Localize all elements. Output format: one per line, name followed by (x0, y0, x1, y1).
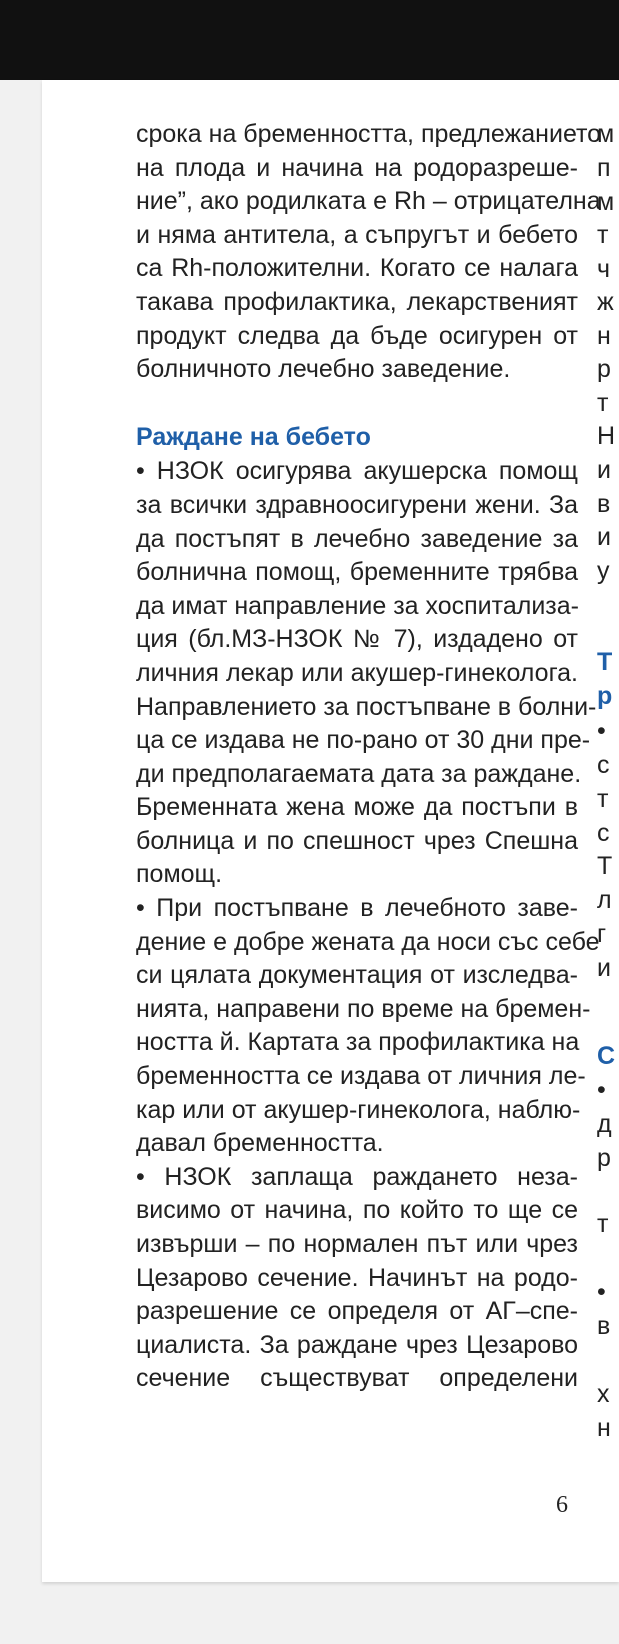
text-line: болнична помощ, бременните трябва (136, 558, 578, 587)
text-fragment: м (597, 188, 615, 216)
page-number: 6 (556, 1492, 568, 1518)
text-line: давал бременността. (136, 1129, 384, 1158)
text-line: личния лекар или акушер-гинеколога. (136, 658, 578, 687)
text-fragment: в (597, 1312, 611, 1340)
text-line: Направлението за постъпване в болни- (136, 692, 597, 721)
text-fragment: • (597, 717, 606, 745)
text-line: са Rh-положителни. Когато се налага (136, 254, 578, 283)
text-fragment: л (597, 886, 612, 914)
section-heading: Раждане на бебето (136, 422, 371, 451)
text-line: нията, направени по време на бремен- (136, 994, 591, 1023)
text-line: висимо от начина, по който то ще се (136, 1196, 578, 1225)
text-line: ността й. Картата за профилактика на (136, 1028, 580, 1057)
text-fragment: р (597, 355, 611, 383)
text-fragment: т (597, 785, 609, 813)
text-line: на плода и начина на родоразреше- (136, 153, 578, 182)
text-line: болничното лечебно заведение. (136, 355, 511, 384)
text-line: ние”, ако родилката е Rh – отрицателна (136, 187, 601, 216)
text-line: Цезарово сечение. Начинът на родо- (136, 1263, 578, 1292)
text-line: • При постъпване в лечебното заве- (136, 894, 578, 923)
text-line: срока на бременността, предлежанието (136, 120, 602, 148)
text-fragment: р (597, 1144, 611, 1172)
text-line: си цялата документация от изследва- (136, 961, 578, 990)
text-fragment: т (597, 389, 609, 417)
text-line: да постъпят в лечебно заведение за (136, 524, 578, 553)
text-fragment: и (597, 456, 611, 484)
text-line: такава профилактика, лекарственият (136, 287, 578, 316)
text-line: ди предполагаемата дата за раждане. (136, 759, 582, 788)
text-fragment: ж (597, 288, 614, 316)
text-line: циалиста. За раждане чрез Цезарово (136, 1330, 578, 1359)
text-fragment: Т (597, 852, 613, 880)
text-fragment: п (597, 154, 611, 182)
text-fragment: т (597, 1210, 609, 1238)
text-fragment: н (597, 1414, 611, 1442)
text-line: продукт следва да бъде осигурен от (136, 321, 578, 350)
text-fragment: Н (597, 422, 616, 450)
text-fragment: • (597, 1278, 606, 1306)
text-line: болница и по спешност чрез Спешна (136, 826, 578, 855)
text-line: Бременната жена може да постъпи в (136, 793, 578, 822)
text-fragment: н (597, 322, 611, 350)
text-fragment: С (597, 1042, 616, 1070)
text-line: дение е добре жената да носи със себе (136, 927, 600, 956)
text-fragment: с (597, 751, 610, 779)
text-fragment: с (597, 819, 610, 847)
text-fragment: ч (597, 255, 611, 283)
text-line: сечение съществуват определени (136, 1364, 578, 1393)
text-line: бременността се издава от личния ле- (136, 1062, 586, 1091)
text-fragment: и (597, 954, 611, 982)
text-fragment: г (597, 920, 607, 948)
text-line: разрешение се определя от АГ–спе- (136, 1297, 578, 1326)
viewer-top-bar (0, 0, 619, 80)
text-fragment: в (597, 490, 611, 518)
text-line: • НЗОК осигурява акушерска помощ (136, 457, 578, 486)
left-text-column (136, 118, 602, 1396)
text-fragment: • (597, 1076, 606, 1104)
text-line: извърши – по нормален път или чрез (136, 1230, 578, 1258)
text-line: да имат направление за хоспитализа- (136, 591, 579, 620)
text-line: за всички здравноосигурени жени. За (136, 490, 578, 519)
text-fragment: д (597, 1110, 612, 1138)
text-line: и няма антитела, а съпругът и бебето (136, 220, 578, 249)
text-line: помощ. (136, 860, 223, 889)
text-fragment: у (597, 557, 610, 585)
text-line: ция (бл.МЗ-НЗОК № 7), издадено от (136, 625, 578, 654)
text-fragment: м (597, 120, 615, 148)
text-fragment: р (597, 682, 613, 710)
text-fragment: Т (597, 648, 613, 676)
text-line: • НЗОК заплаща раждането неза- (136, 1162, 578, 1191)
text-line: ца се издава не по-рано от 30 дни пре- (136, 726, 591, 755)
text-fragment: х (597, 1380, 610, 1408)
text-fragment: т (597, 221, 609, 249)
text-fragment: и (597, 523, 611, 551)
text-line: кар или от акушер-гинеколога, наблю- (136, 1095, 581, 1124)
